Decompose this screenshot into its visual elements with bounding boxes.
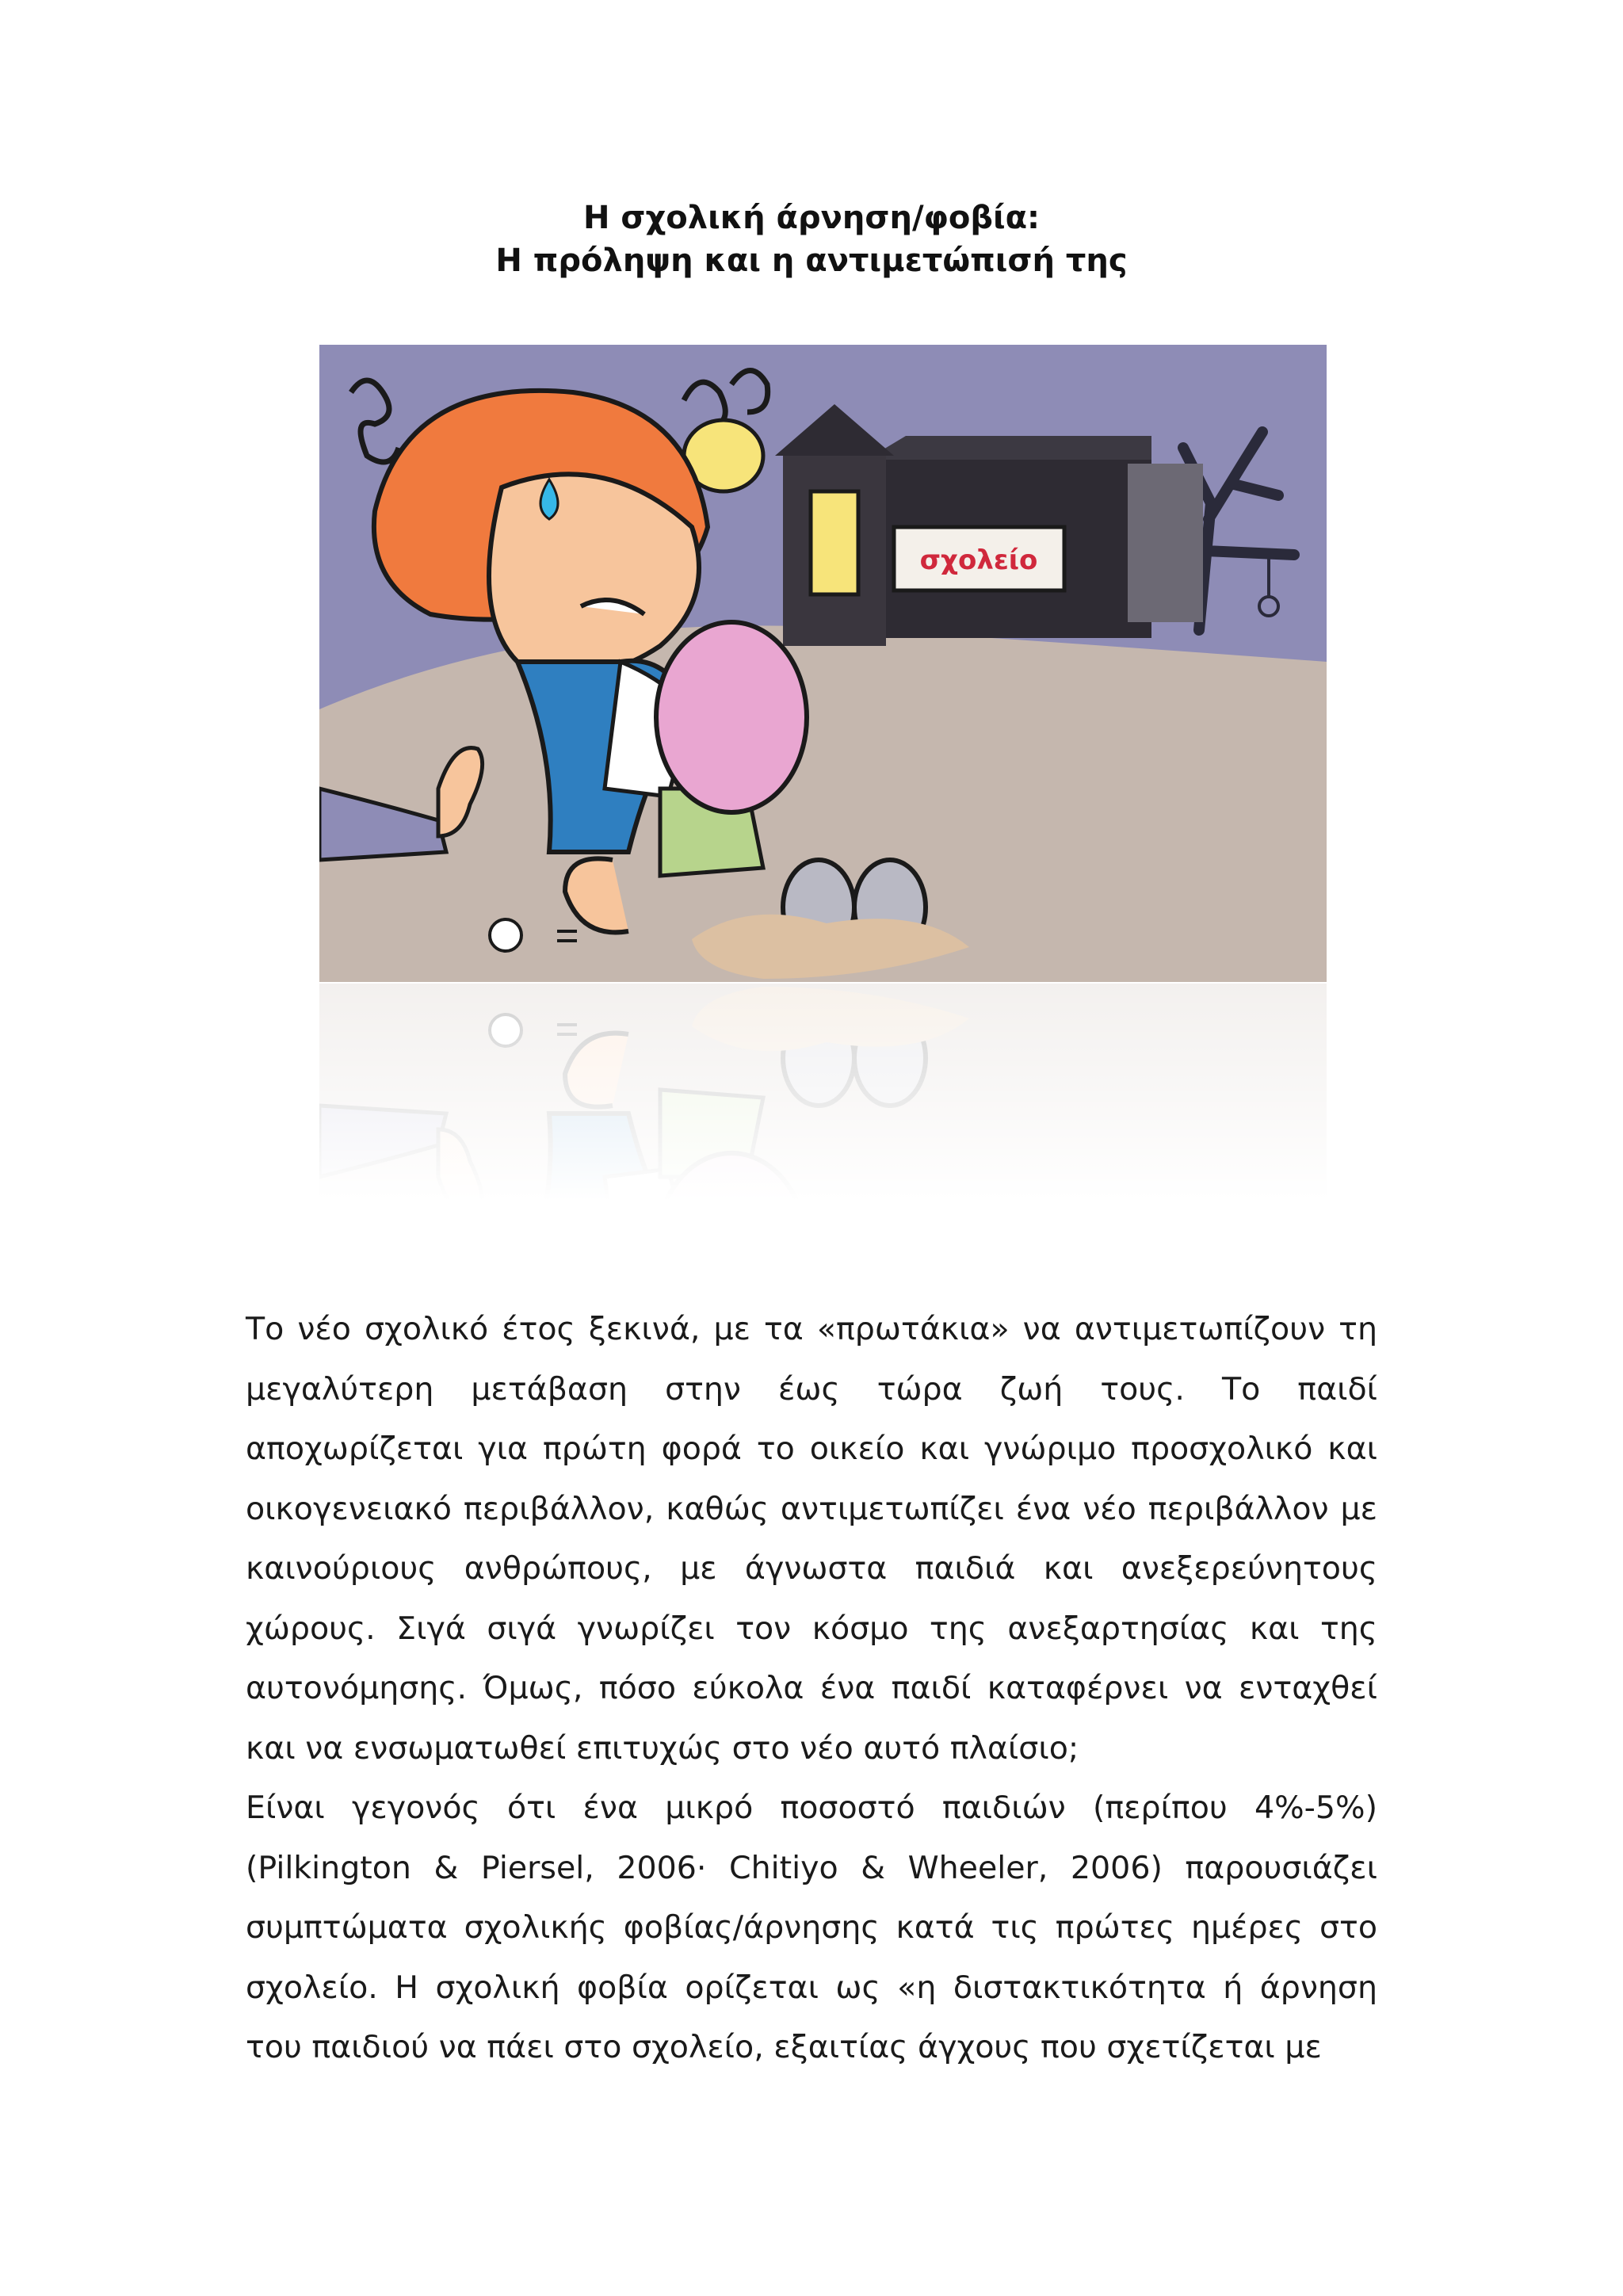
scene-art (319, 345, 1327, 983)
title-line-2: Η πρόληψη και η αντιμετώπισή της (495, 243, 1128, 279)
cartoon-illustration (319, 345, 1327, 1201)
article-body (246, 1300, 1377, 2078)
school-sign-text: σχολείο (919, 544, 1038, 576)
paragraph-2: Είναι γεγονός ότι ένα μικρό ποσοστό παιδιών (περίπου 4%-5%) (Pilkington & Piersel, 2006· Chitiyo & Wheeler, 2006) παρουσιάζει συμπτώματα σχολικής φοβίας/άρνησης κατά τις πρώτες ημέρες στο σχολείο. Η σχολική φοβία ορίζεται ως «η διστακτικότητα ή άρνηση του παιδιού να πάει στο σχολείο, εξαιτίας άγχους που σχετίζεται με (246, 1790, 1377, 2065)
document-title (0, 197, 1623, 282)
title-line-1: Η σχολική άρνηση/φοβία: (582, 200, 1041, 236)
paragraph-1: Το νέο σχολικό έτος ξεκινά, με τα «πρωτάκια» να αντιμετωπίζουν τη μεγαλύτερη μετάβαση στην έως τώρα ζωή τους. Το παιδί αποχωρίζεται για πρώτη φορά το οικείο και γνώριμο προσχολικό και οικογενειακό περιβάλλον, καθώς αντιμετωπίζει ένα νέο περιβάλλον με καινούριους ανθρώπους, με άγνωστα παιδιά και ανεξερεύνητους χώρους. Σιγά σιγά γνωρίζει τον κόσμο της ανεξαρτησίας και της αυτονόμησης. Όμως, πόσο εύκολα ένα παιδί καταφέρνει να ενταχθεί και να ενσωματωθεί επιτυχώς στο νέο αυτό πλαίσιο; (246, 1311, 1377, 1767)
